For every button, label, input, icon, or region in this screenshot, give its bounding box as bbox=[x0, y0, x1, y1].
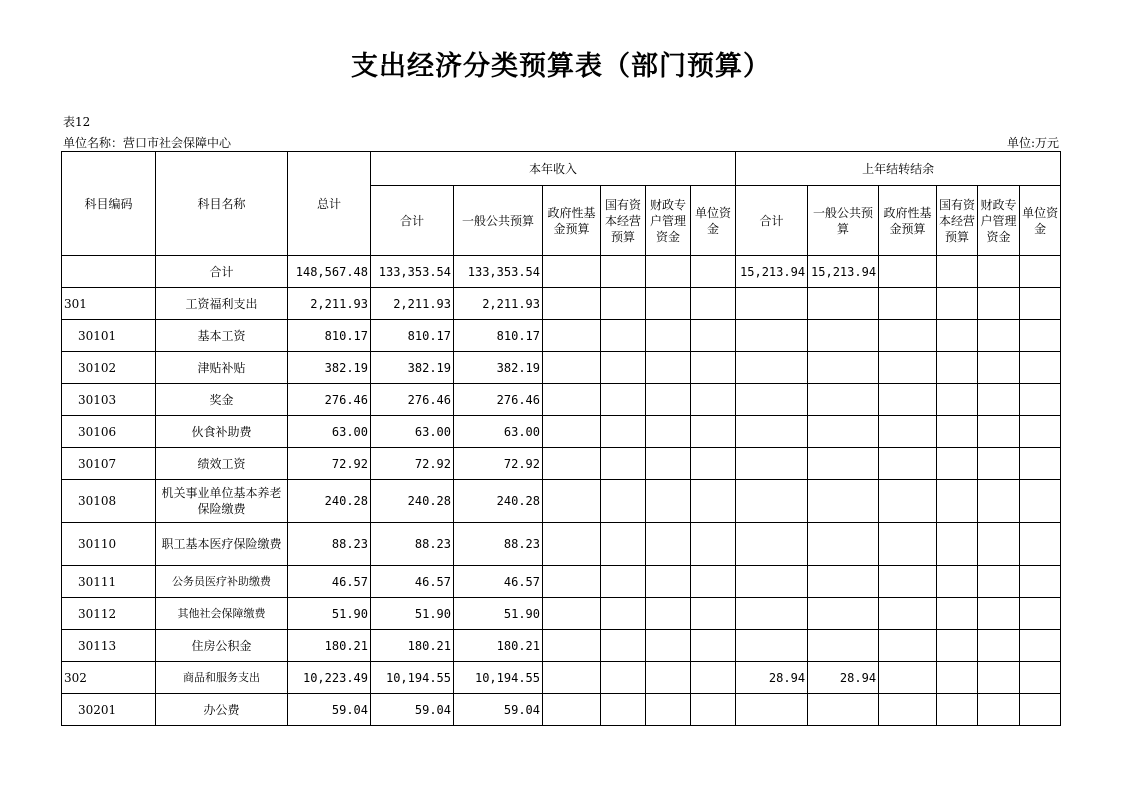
row-cell bbox=[1020, 256, 1061, 288]
row-total: 240.28 bbox=[288, 480, 371, 523]
row-py-total bbox=[736, 694, 808, 726]
row-cell bbox=[937, 662, 978, 694]
row-cy-general: 240.28 bbox=[454, 480, 543, 523]
table-row bbox=[62, 566, 1061, 598]
row-cell bbox=[978, 384, 1020, 416]
row-cell bbox=[601, 288, 646, 320]
row-cell bbox=[646, 598, 691, 630]
table-row bbox=[62, 694, 1061, 726]
row-code: 30112 bbox=[62, 598, 156, 630]
row-cell bbox=[646, 320, 691, 352]
row-cell bbox=[691, 448, 736, 480]
row-total: 88.23 bbox=[288, 523, 371, 566]
row-cell bbox=[879, 523, 937, 566]
row-cell bbox=[879, 566, 937, 598]
row-cell bbox=[646, 566, 691, 598]
row-py-general: 28.94 bbox=[808, 662, 879, 694]
row-total: 10,223.49 bbox=[288, 662, 371, 694]
header-py-fund: 政府性基金预算 bbox=[879, 186, 937, 256]
row-cy-general: 2,211.93 bbox=[454, 288, 543, 320]
row-code: 301 bbox=[62, 288, 156, 320]
row-code: 30103 bbox=[62, 384, 156, 416]
row-cell bbox=[691, 352, 736, 384]
row-cy-general: 10,194.55 bbox=[454, 662, 543, 694]
row-cell bbox=[601, 416, 646, 448]
row-cell bbox=[601, 256, 646, 288]
row-cell bbox=[1020, 566, 1061, 598]
row-cell bbox=[543, 384, 601, 416]
row-py-general bbox=[808, 352, 879, 384]
row-cell bbox=[1020, 320, 1061, 352]
row-total: 59.04 bbox=[288, 694, 371, 726]
row-cell bbox=[601, 662, 646, 694]
row-cell bbox=[937, 630, 978, 662]
row-py-general bbox=[808, 523, 879, 566]
unit-currency: 单位:万元 bbox=[1006, 136, 1059, 150]
row-cell bbox=[691, 480, 736, 523]
row-cy-total: 63.00 bbox=[371, 416, 454, 448]
row-name: 基本工资 bbox=[156, 320, 288, 352]
header-prior-year: 上年结转结余 bbox=[736, 152, 1061, 186]
row-cell bbox=[937, 416, 978, 448]
row-cy-general: 59.04 bbox=[454, 694, 543, 726]
table-number: 表12 bbox=[63, 115, 91, 129]
row-py-general bbox=[808, 416, 879, 448]
page-title: 支出经济分类预算表（部门预算） bbox=[351, 51, 771, 82]
row-py-general bbox=[808, 694, 879, 726]
row-py-total bbox=[736, 566, 808, 598]
row-cell bbox=[879, 256, 937, 288]
row-name: 绩效工资 bbox=[156, 448, 288, 480]
row-py-general: 15,213.94 bbox=[808, 256, 879, 288]
row-cell bbox=[646, 480, 691, 523]
header-py-total: 合计 bbox=[736, 186, 808, 256]
row-py-general bbox=[808, 630, 879, 662]
row-py-total bbox=[736, 352, 808, 384]
row-cy-general: 276.46 bbox=[454, 384, 543, 416]
row-cell bbox=[543, 320, 601, 352]
row-name: 奖金 bbox=[156, 384, 288, 416]
row-cell bbox=[691, 384, 736, 416]
row-code bbox=[62, 256, 156, 288]
table-row bbox=[62, 480, 1061, 523]
row-cell bbox=[646, 630, 691, 662]
header-name: 科目名称 bbox=[156, 152, 288, 256]
row-cell bbox=[601, 480, 646, 523]
row-py-general bbox=[808, 566, 879, 598]
table-row bbox=[62, 416, 1061, 448]
header-py-state-capital: 国有资本经营预算 bbox=[937, 186, 978, 256]
row-py-general bbox=[808, 448, 879, 480]
row-cy-total: 276.46 bbox=[371, 384, 454, 416]
row-code: 30201 bbox=[62, 694, 156, 726]
row-cell bbox=[543, 288, 601, 320]
row-cy-total: 88.23 bbox=[371, 523, 454, 566]
row-cell bbox=[1020, 288, 1061, 320]
row-total: 51.90 bbox=[288, 598, 371, 630]
row-cell bbox=[879, 598, 937, 630]
row-cy-general: 133,353.54 bbox=[454, 256, 543, 288]
row-cell bbox=[1020, 694, 1061, 726]
row-cy-total: 51.90 bbox=[371, 598, 454, 630]
row-cell bbox=[691, 288, 736, 320]
row-cell bbox=[879, 662, 937, 694]
row-name: 合计 bbox=[156, 256, 288, 288]
row-cell bbox=[646, 416, 691, 448]
row-cell bbox=[1020, 384, 1061, 416]
row-cell bbox=[937, 256, 978, 288]
row-cell bbox=[978, 448, 1020, 480]
row-py-total bbox=[736, 598, 808, 630]
row-py-total bbox=[736, 448, 808, 480]
table-row bbox=[62, 352, 1061, 384]
row-cell bbox=[543, 694, 601, 726]
row-cell bbox=[691, 523, 736, 566]
row-cell bbox=[646, 352, 691, 384]
row-cell bbox=[601, 598, 646, 630]
row-cy-general: 382.19 bbox=[454, 352, 543, 384]
row-cell bbox=[1020, 448, 1061, 480]
row-cell bbox=[879, 630, 937, 662]
row-cell bbox=[601, 523, 646, 566]
row-name: 津贴补贴 bbox=[156, 352, 288, 384]
row-cell bbox=[879, 694, 937, 726]
row-total: 382.19 bbox=[288, 352, 371, 384]
row-cell bbox=[691, 320, 736, 352]
table-row bbox=[62, 523, 1061, 566]
row-cell bbox=[937, 598, 978, 630]
row-cy-total: 382.19 bbox=[371, 352, 454, 384]
row-cell bbox=[978, 480, 1020, 523]
row-code: 30108 bbox=[62, 480, 156, 523]
row-cell bbox=[691, 416, 736, 448]
row-total: 276.46 bbox=[288, 384, 371, 416]
row-cell bbox=[978, 566, 1020, 598]
row-cell bbox=[879, 288, 937, 320]
row-code: 30107 bbox=[62, 448, 156, 480]
row-cell bbox=[543, 256, 601, 288]
row-cell bbox=[601, 694, 646, 726]
row-total: 148,567.48 bbox=[288, 256, 371, 288]
row-cell bbox=[646, 288, 691, 320]
row-code: 30111 bbox=[62, 566, 156, 598]
row-cell bbox=[601, 384, 646, 416]
unit-name: 单位名称：营口市社会保障中心 bbox=[63, 136, 232, 150]
row-cell bbox=[879, 416, 937, 448]
row-py-general bbox=[808, 598, 879, 630]
row-cell bbox=[691, 598, 736, 630]
row-cell bbox=[937, 320, 978, 352]
row-cell bbox=[978, 598, 1020, 630]
row-py-total bbox=[736, 288, 808, 320]
row-cy-total: 46.57 bbox=[371, 566, 454, 598]
row-name: 工资福利支出 bbox=[156, 288, 288, 320]
table-row bbox=[62, 256, 1061, 288]
row-cell bbox=[601, 448, 646, 480]
row-cell bbox=[691, 566, 736, 598]
row-cell bbox=[978, 630, 1020, 662]
row-cy-total: 10,194.55 bbox=[371, 662, 454, 694]
row-py-general bbox=[808, 288, 879, 320]
row-py-total: 28.94 bbox=[736, 662, 808, 694]
row-name: 商品和服务支出 bbox=[156, 662, 288, 694]
row-cy-general: 810.17 bbox=[454, 320, 543, 352]
row-cell bbox=[978, 416, 1020, 448]
row-name: 机关事业单位基本养老保险缴费 bbox=[156, 480, 288, 523]
row-cell bbox=[978, 288, 1020, 320]
row-code: 30101 bbox=[62, 320, 156, 352]
row-code: 30113 bbox=[62, 630, 156, 662]
table-row bbox=[62, 598, 1061, 630]
row-cell bbox=[978, 523, 1020, 566]
row-cell bbox=[1020, 630, 1061, 662]
row-cell bbox=[543, 416, 601, 448]
row-cell bbox=[879, 480, 937, 523]
header-cy-total: 合计 bbox=[371, 186, 454, 256]
row-cell bbox=[543, 630, 601, 662]
row-name: 住房公积金 bbox=[156, 630, 288, 662]
row-py-total bbox=[736, 320, 808, 352]
row-py-total bbox=[736, 480, 808, 523]
row-py-total bbox=[736, 630, 808, 662]
row-cell bbox=[879, 320, 937, 352]
row-cell bbox=[543, 662, 601, 694]
header-cy-unit-funds: 单位资金 bbox=[691, 186, 736, 256]
row-cell bbox=[937, 566, 978, 598]
row-cell bbox=[1020, 523, 1061, 566]
row-cell bbox=[978, 662, 1020, 694]
table-row bbox=[62, 448, 1061, 480]
row-total: 63.00 bbox=[288, 416, 371, 448]
row-py-total bbox=[736, 416, 808, 448]
table-row bbox=[62, 630, 1061, 662]
row-code: 302 bbox=[62, 662, 156, 694]
row-cell bbox=[937, 523, 978, 566]
row-cy-general: 88.23 bbox=[454, 523, 543, 566]
row-cell bbox=[1020, 352, 1061, 384]
row-cell bbox=[1020, 480, 1061, 523]
row-cell bbox=[879, 384, 937, 416]
row-cell bbox=[646, 448, 691, 480]
row-cy-total: 180.21 bbox=[371, 630, 454, 662]
row-name: 办公费 bbox=[156, 694, 288, 726]
row-py-total bbox=[736, 523, 808, 566]
row-cell bbox=[646, 662, 691, 694]
row-cy-general: 180.21 bbox=[454, 630, 543, 662]
header-cy-general: 一般公共预算 bbox=[454, 186, 543, 256]
row-name: 伙食补助费 bbox=[156, 416, 288, 448]
row-cell bbox=[978, 352, 1020, 384]
row-cy-general: 72.92 bbox=[454, 448, 543, 480]
table-row bbox=[62, 384, 1061, 416]
row-cy-total: 2,211.93 bbox=[371, 288, 454, 320]
row-cell bbox=[601, 320, 646, 352]
row-cell bbox=[543, 523, 601, 566]
row-cell bbox=[601, 566, 646, 598]
row-cell bbox=[691, 256, 736, 288]
row-cell bbox=[543, 352, 601, 384]
row-cell bbox=[691, 662, 736, 694]
header-py-unit-funds: 单位资金 bbox=[1020, 186, 1061, 256]
row-cell bbox=[937, 480, 978, 523]
row-cell bbox=[543, 448, 601, 480]
row-cy-total: 133,353.54 bbox=[371, 256, 454, 288]
row-cell bbox=[937, 288, 978, 320]
row-code: 30102 bbox=[62, 352, 156, 384]
row-cell bbox=[646, 523, 691, 566]
row-cell bbox=[646, 384, 691, 416]
row-name: 公务员医疗补助缴费 bbox=[156, 566, 288, 598]
table-row bbox=[62, 662, 1061, 694]
row-cy-total: 240.28 bbox=[371, 480, 454, 523]
row-cy-general: 63.00 bbox=[454, 416, 543, 448]
row-cy-total: 810.17 bbox=[371, 320, 454, 352]
row-total: 72.92 bbox=[288, 448, 371, 480]
row-code: 30110 bbox=[62, 523, 156, 566]
header-total: 总计 bbox=[288, 152, 371, 256]
row-cell bbox=[978, 320, 1020, 352]
row-cell bbox=[601, 352, 646, 384]
budget-table bbox=[61, 151, 1061, 726]
row-cy-general: 46.57 bbox=[454, 566, 543, 598]
row-py-general bbox=[808, 480, 879, 523]
table-row bbox=[62, 320, 1061, 352]
table-row bbox=[62, 288, 1061, 320]
row-py-general bbox=[808, 384, 879, 416]
row-cell bbox=[691, 694, 736, 726]
row-py-general bbox=[808, 320, 879, 352]
header-py-special-account: 财政专户管理资金 bbox=[978, 186, 1020, 256]
row-total: 810.17 bbox=[288, 320, 371, 352]
row-total: 2,211.93 bbox=[288, 288, 371, 320]
row-cell bbox=[937, 384, 978, 416]
row-cell bbox=[543, 566, 601, 598]
row-cy-total: 59.04 bbox=[371, 694, 454, 726]
row-name: 其他社会保障缴费 bbox=[156, 598, 288, 630]
row-cell bbox=[937, 352, 978, 384]
row-cell bbox=[879, 448, 937, 480]
header-current-year: 本年收入 bbox=[371, 152, 736, 186]
header-cy-fund: 政府性基金预算 bbox=[543, 186, 601, 256]
row-cell bbox=[978, 694, 1020, 726]
row-cell bbox=[1020, 416, 1061, 448]
row-py-total: 15,213.94 bbox=[736, 256, 808, 288]
row-cell bbox=[1020, 662, 1061, 694]
row-total: 180.21 bbox=[288, 630, 371, 662]
row-code: 30106 bbox=[62, 416, 156, 448]
row-cell bbox=[543, 480, 601, 523]
header-cy-special-account: 财政专户管理资金 bbox=[646, 186, 691, 256]
row-cell bbox=[646, 256, 691, 288]
row-cy-total: 72.92 bbox=[371, 448, 454, 480]
row-cell bbox=[937, 694, 978, 726]
row-cell bbox=[543, 598, 601, 630]
row-name: 职工基本医疗保险缴费 bbox=[156, 523, 288, 566]
header-cy-state-capital: 国有资本经营预算 bbox=[601, 186, 646, 256]
row-cell bbox=[937, 448, 978, 480]
row-cell bbox=[646, 694, 691, 726]
row-cell bbox=[879, 352, 937, 384]
row-cell bbox=[601, 630, 646, 662]
header-py-general: 一般公共预算 bbox=[808, 186, 879, 256]
row-py-total bbox=[736, 384, 808, 416]
row-total: 46.57 bbox=[288, 566, 371, 598]
row-cell bbox=[978, 256, 1020, 288]
row-cell bbox=[1020, 598, 1061, 630]
row-cell bbox=[691, 630, 736, 662]
row-cy-general: 51.90 bbox=[454, 598, 543, 630]
header-code: 科目编码 bbox=[62, 152, 156, 256]
